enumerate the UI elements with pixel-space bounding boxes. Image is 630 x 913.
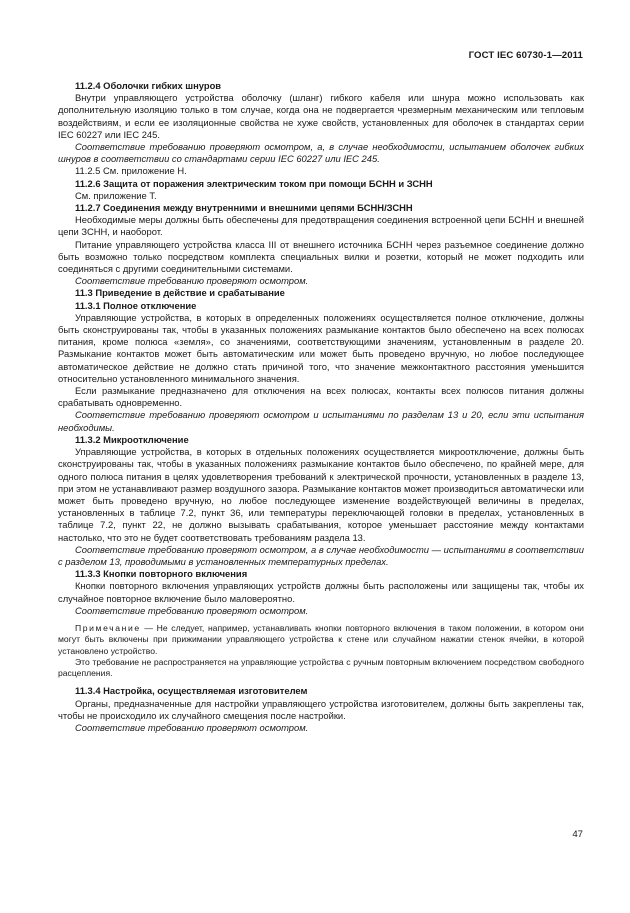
document-body xyxy=(58,80,584,734)
section-heading: 11.2.4 Оболочки гибких шнуров xyxy=(75,80,222,91)
compliance-paragraph: Соответствие требованию проверяют осмотром, а, в случае необходимости, испытанием оболочек гибких шнуров в соответствии со стандартами серии IEC 60227 или IEC 245. xyxy=(58,141,584,165)
compliance-paragraph: Соответствие требованию проверяют осмотром и испытаниями по разделам 13 и 20, если эти испытания необходимы. xyxy=(58,409,584,433)
body-paragraph: Управляющие устройства, в которых в отдельных положениях осуществляется микроотключение, должны быть сконструированы так, чтобы в указанных положениях размыкание контактов было обеспечено, по крайней мере, для одного полюса питания в целях удовлетворения требований к электрической прочности, установленных в разделе 13, при этом не устанавливают размер воздушного зазора. Размыкание контактов может производиться автоматически или может быть проведено вручную, но любое последующее изменение воздействующей величины в пределах, установленных в таблице 7.2, пункт 36, или температуры переключающей головки в пределах, установленных в таблице 7.2, пункт 22, не должно вызывать срабатывания, которое уменьшает расстояние между контактами настолько, что это не будет соответствовать требованиям раздела 13. xyxy=(58,446,584,543)
note-paragraph: Это требование не распространяется на управляющие устройства с ручным повторным включением посредством свободного расцепления. xyxy=(58,656,584,679)
section-heading: 11.2.7 Соединения между внутренними и внешними цепями БСНН/ЗСНН xyxy=(75,202,413,214)
page-number: 47 xyxy=(572,829,583,840)
body-paragraph: См. приложение Т. xyxy=(75,189,157,201)
body-paragraph: Необходимые меры должны быть обеспечены для предотвращения соединения встроенной цепи БСНН и внешней цепи ЗСНН, и наоборот. xyxy=(58,214,584,238)
compliance-paragraph: Соответствие требованию проверяют осмотром, а в случае необходимости — испытаниями в соответствии с разделом 13, проводимыми в установленных температурных пределах. xyxy=(58,543,584,567)
compliance-paragraph: Соответствие требованию проверяют осмотром. xyxy=(75,722,309,734)
section-heading: 11.2.6 Защита от поражения электрическим током при помощи БСНН и ЗСНН xyxy=(75,177,433,189)
section-heading: 11.3.1 Полное отключение xyxy=(75,299,197,311)
section-heading: 11.3.3 Кнопки повторного включения xyxy=(75,568,248,580)
body-paragraph: Органы, предназначенные для настройки управляющего устройства изготовителем, должны быть закреплены так, чтобы не происходило их случайного смещения после настройки. xyxy=(58,697,584,721)
section-heading: 11.3.4 Настройка, осуществляемая изготовителем xyxy=(75,685,308,697)
note-paragraph xyxy=(58,623,584,657)
note-text: — Не следует, например, устанавливать кнопки повторного включения в таком положении, в котором они могут быть включены при прижимании управляющего устройства к стене или случайном нажатии стенок ячейки, в которой установлено устройство. xyxy=(58,622,584,656)
body-paragraph: Питание управляющего устройства класса III от внешнего источника БСНН через разъемное соединение должно быть возможно только посредством комплекта специальных вилки и розетки, который не может подходить или соединяться с другими соединительными системами. xyxy=(58,238,584,275)
compliance-paragraph: Соответствие требованию проверяют осмотром. xyxy=(75,604,309,616)
section-heading: 11.3.2 Микроотключение xyxy=(75,433,189,445)
section-heading: 11.3 Приведение в действие и срабатывание xyxy=(75,287,285,299)
body-paragraph: Внутри управляющего устройства оболочку (шланг) гибкого кабеля или шнура можно использовать как дополнительную изоляцию только в том случае, когда она не подвергается чрезмерным механическим или тепловым воздействиям, и если ее изоляционные свойства не хуже свойств, установленных для оболочек в стандартах серии IEC 60227 или IEC 245. xyxy=(58,92,584,140)
compliance-paragraph: Соответствие требованию проверяют осмотром. xyxy=(75,275,309,287)
body-paragraph: Управляющие устройства, в которых в определенных положениях осуществляется полное отключение, должны быть сконструированы так, чтобы в указанных положениях размыкание контактов было обеспечено на всех полюсах питания, кроме полюса «земля», со значениями, соответствующими значениям, установленным в разделе 20. Размыкание контактов может быть автоматическим или может быть проведено вручную, но любое последующее автоматическое действие не должно стать причиной того, что значение межконтактного расстояния уменьшится относительно установленного минимального значения. xyxy=(58,311,584,384)
body-paragraph: Кнопки повторного включения управляющих устройств должны быть расположены или защищены так, чтобы их случайное повторное включение было маловероятно. xyxy=(58,580,584,604)
note-label: Примечание xyxy=(75,622,141,633)
document-header: ГОСТ IEC 60730-1—2011 xyxy=(468,50,583,61)
body-paragraph: Если размыкание предназначено для отключения на всех полюсах, контакты всех полюсов питания должны срабатывать одновременно. xyxy=(58,385,584,409)
body-paragraph: 11.2.5 См. приложение Н. xyxy=(75,165,187,177)
